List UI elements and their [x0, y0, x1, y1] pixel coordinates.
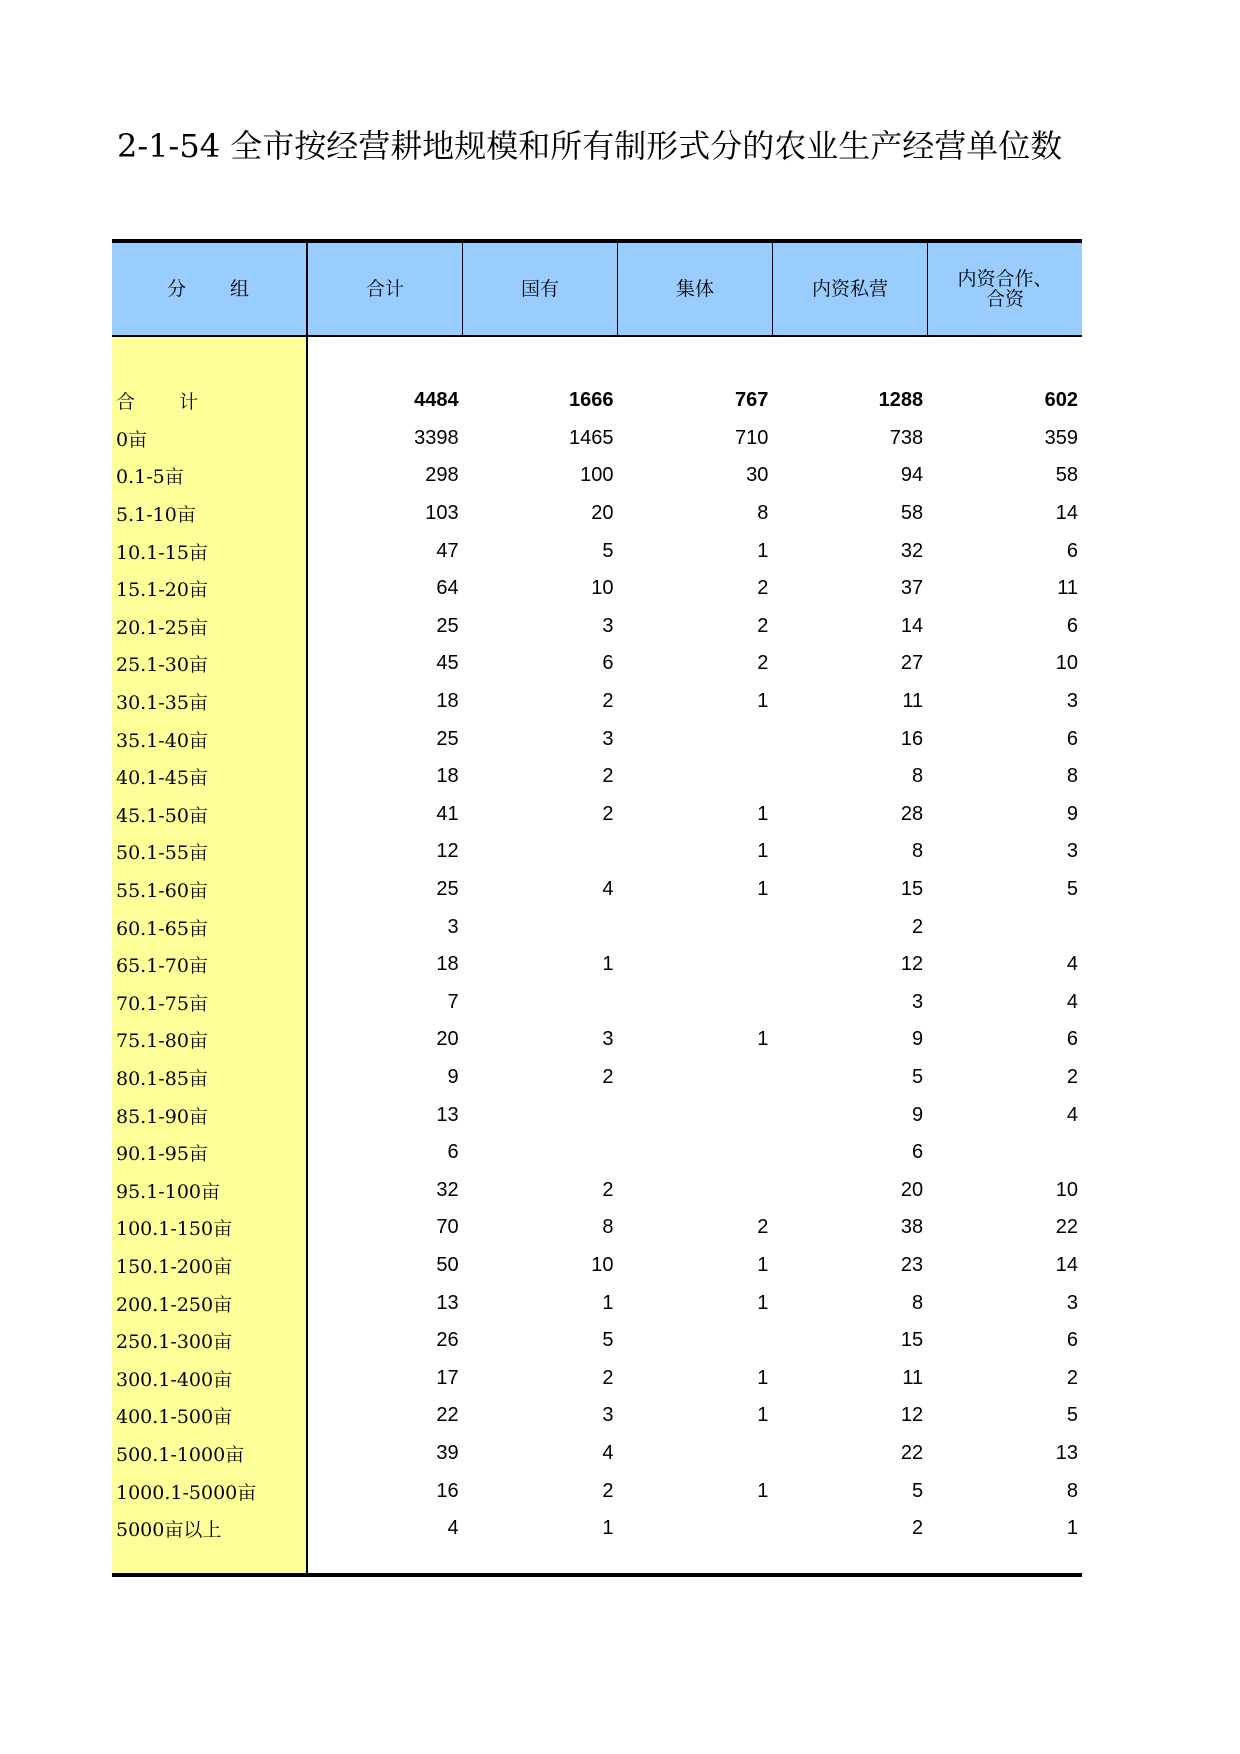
table-row	[112, 645, 1082, 683]
cell-coop: 10	[1055, 652, 1079, 675]
table-row	[112, 1021, 1082, 1059]
table-header	[112, 239, 1082, 337]
cell-total: 25	[436, 727, 459, 750]
row-label: 85.1-90亩	[116, 1105, 208, 1128]
cell-total: 18	[436, 690, 459, 713]
row-label: 50.1-55亩	[116, 842, 208, 865]
cell-coop: 4	[1066, 1103, 1079, 1126]
row-label: 15.1-20亩	[116, 579, 208, 602]
row-label: 200.1-250亩	[116, 1293, 233, 1316]
cell-collective: 710	[734, 426, 769, 449]
cell-private: 94	[900, 464, 924, 487]
cell-state: 10	[591, 577, 614, 600]
table-row	[112, 1247, 1082, 1285]
cell-coop: 359	[1044, 426, 1079, 449]
cell-total: 7	[447, 990, 459, 1013]
row-label: 300.1-400亩	[116, 1368, 233, 1391]
cell-private: 6	[912, 1141, 924, 1164]
cell-state: 4	[602, 878, 614, 901]
row-label: 55.1-60亩	[116, 880, 208, 903]
table-row	[112, 1472, 1082, 1510]
cell-private: 8	[912, 1291, 924, 1314]
cell-coop: 6	[1066, 1329, 1079, 1352]
cell-private: 28	[900, 802, 924, 825]
header-group: 分 组	[112, 243, 308, 335]
row-label: 60.1-65亩	[116, 917, 208, 940]
cell-collective: 1	[757, 1028, 769, 1051]
total-row	[112, 382, 1082, 420]
cell-collective: 767	[734, 389, 769, 412]
row-label: 400.1-500亩	[116, 1406, 233, 1429]
row-label: 70.1-75亩	[116, 992, 208, 1015]
cell-coop: 5	[1066, 878, 1079, 901]
cell-coop: 5	[1066, 1404, 1079, 1427]
row-label: 0.1-5亩	[116, 466, 184, 489]
cell-coop: 58	[1055, 464, 1079, 487]
table-row	[112, 532, 1082, 570]
cell-state: 2	[602, 1366, 614, 1389]
cell-state: 3	[602, 1404, 614, 1427]
header-state: 国有	[463, 243, 618, 335]
cell-private: 32	[900, 539, 924, 562]
cell-private: 1288	[878, 389, 924, 412]
data-table	[112, 239, 1082, 1577]
cell-private: 11	[902, 1366, 924, 1389]
cell-state: 2	[602, 802, 614, 825]
cell-total: 18	[436, 765, 459, 788]
cell-coop: 1	[1066, 1517, 1079, 1540]
cell-private: 738	[889, 426, 924, 449]
row-label: 5.1-10亩	[116, 504, 196, 527]
cell-private: 20	[900, 1178, 924, 1201]
cell-state: 20	[591, 502, 614, 525]
cell-coop: 8	[1066, 765, 1079, 788]
table-row	[112, 984, 1082, 1022]
cell-state: 1666	[568, 389, 614, 412]
table-body	[112, 337, 1082, 1577]
cell-coop: 6	[1066, 539, 1079, 562]
row-label: 150.1-200亩	[116, 1255, 233, 1278]
table-row	[112, 833, 1082, 871]
cell-total: 41	[436, 802, 459, 825]
cell-coop: 10	[1055, 1178, 1079, 1201]
cell-collective: 2	[757, 1216, 769, 1239]
cell-coop: 2	[1066, 1366, 1079, 1389]
header-total: 合计	[308, 243, 463, 335]
header-coop-label: 内资合作、 合资	[957, 268, 1053, 310]
cell-state: 5	[602, 1329, 614, 1352]
cell-collective: 1	[757, 878, 769, 901]
cell-collective: 2	[757, 577, 769, 600]
table-row	[112, 758, 1082, 796]
cell-total: 32	[436, 1178, 459, 1201]
cell-private: 37	[900, 577, 924, 600]
cell-total: 103	[425, 502, 459, 525]
cell-total: 6	[447, 1141, 459, 1164]
row-label: 20.1-25亩	[116, 616, 208, 639]
cell-coop: 4	[1066, 990, 1079, 1013]
cell-coop: 6	[1066, 1028, 1079, 1051]
cell-state: 5	[602, 539, 614, 562]
cell-total: 3398	[414, 426, 459, 449]
table-row	[112, 1059, 1082, 1097]
table-row	[112, 1435, 1082, 1473]
cell-state: 2	[602, 765, 614, 788]
cell-coop: 4	[1066, 953, 1079, 976]
cell-total: 298	[425, 464, 459, 487]
table-row	[112, 1134, 1082, 1172]
cell-coop: 602	[1044, 389, 1079, 412]
cell-private: 16	[900, 727, 924, 750]
cell-private: 2	[912, 915, 924, 938]
row-label: 合 计	[116, 391, 201, 414]
cell-private: 15	[900, 878, 924, 901]
cell-state: 8	[602, 1216, 614, 1239]
cell-collective: 1	[757, 840, 769, 863]
cell-coop: 3	[1066, 840, 1079, 863]
cell-coop: 9	[1066, 802, 1079, 825]
row-label: 100.1-150亩	[116, 1218, 233, 1241]
cell-total: 39	[436, 1441, 459, 1464]
cell-total: 47	[436, 539, 459, 562]
table-row	[112, 1284, 1082, 1322]
row-label: 30.1-35亩	[116, 692, 208, 715]
cell-total: 4484	[414, 389, 459, 412]
cell-total: 50	[436, 1253, 459, 1276]
cell-state: 2	[602, 690, 614, 713]
table-row	[112, 908, 1082, 946]
cell-total: 9	[447, 1065, 459, 1088]
cell-private: 3	[912, 990, 924, 1013]
cell-private: 14	[900, 614, 924, 637]
cell-total: 4	[447, 1517, 459, 1540]
table-row	[112, 1171, 1082, 1209]
row-label: 65.1-70亩	[116, 955, 208, 978]
cell-coop: 6	[1066, 727, 1079, 750]
cell-state: 1	[602, 1291, 614, 1314]
cell-state: 2	[602, 1479, 614, 1502]
cell-private: 11	[902, 690, 924, 713]
table-row	[112, 683, 1082, 721]
row-label: 500.1-1000亩	[116, 1443, 245, 1466]
cell-coop: 2	[1066, 1065, 1079, 1088]
cell-collective: 30	[746, 464, 769, 487]
cell-total: 16	[436, 1479, 459, 1502]
row-label: 95.1-100亩	[116, 1180, 220, 1203]
cell-coop: 22	[1055, 1216, 1079, 1239]
cell-coop: 11	[1057, 577, 1079, 600]
cell-private: 9	[912, 1103, 924, 1126]
cell-state: 2	[602, 1065, 614, 1088]
cell-coop: 6	[1066, 614, 1079, 637]
cell-collective: 1	[757, 802, 769, 825]
cell-collective: 2	[757, 614, 769, 637]
cell-private: 23	[900, 1253, 924, 1276]
cell-collective: 1	[757, 1291, 769, 1314]
cell-private: 15	[900, 1329, 924, 1352]
row-label: 90.1-95亩	[116, 1143, 208, 1166]
cell-total: 3	[447, 915, 459, 938]
table-row	[112, 871, 1082, 909]
cell-state: 4	[602, 1441, 614, 1464]
cell-total: 70	[436, 1216, 459, 1239]
table-row	[112, 495, 1082, 533]
table-rows	[112, 382, 1082, 1547]
row-label: 5000亩以上	[116, 1519, 222, 1542]
table-row	[112, 457, 1082, 495]
cell-private: 12	[900, 953, 924, 976]
cell-private: 12	[900, 1404, 924, 1427]
cell-private: 9	[912, 1028, 924, 1051]
cell-coop: 14	[1055, 1253, 1079, 1276]
cell-collective: 2	[757, 652, 769, 675]
cell-total: 25	[436, 878, 459, 901]
cell-state: 3	[602, 614, 614, 637]
cell-collective: 1	[757, 539, 769, 562]
cell-state: 3	[602, 1028, 614, 1051]
table-row	[112, 1096, 1082, 1134]
cell-coop: 3	[1066, 690, 1079, 713]
cell-state: 6	[602, 652, 614, 675]
cell-total: 45	[436, 652, 459, 675]
cell-private: 5	[912, 1479, 924, 1502]
cell-private: 5	[912, 1065, 924, 1088]
cell-state: 1	[602, 1517, 614, 1540]
table-row	[112, 946, 1082, 984]
header-collective: 集体	[618, 243, 773, 335]
cell-collective: 1	[757, 1366, 769, 1389]
table-row	[112, 420, 1082, 458]
cell-collective: 8	[757, 502, 769, 525]
cell-total: 17	[436, 1366, 459, 1389]
table-row	[112, 1359, 1082, 1397]
cell-total: 18	[436, 953, 459, 976]
cell-collective: 1	[757, 1479, 769, 1502]
cell-state: 1465	[568, 426, 614, 449]
page-title: 2-1-54 全市按经营耕地规模和所有制形式分的农业生产经营单位数	[117, 127, 1063, 165]
cell-coop: 13	[1055, 1441, 1079, 1464]
header-coop	[928, 243, 1082, 335]
cell-collective: 1	[757, 690, 769, 713]
cell-private: 2	[912, 1517, 924, 1540]
cell-coop: 14	[1055, 502, 1079, 525]
table-row	[112, 1322, 1082, 1360]
table-row	[112, 570, 1082, 608]
cell-state: 1	[602, 953, 614, 976]
cell-total: 22	[436, 1404, 459, 1427]
cell-coop: 3	[1066, 1291, 1079, 1314]
row-label: 0亩	[116, 428, 148, 451]
cell-private: 38	[900, 1216, 924, 1239]
cell-total: 13	[436, 1291, 459, 1314]
cell-private: 27	[900, 652, 924, 675]
table-row	[112, 796, 1082, 834]
cell-total: 12	[436, 840, 459, 863]
row-label: 25.1-30亩	[116, 654, 208, 677]
row-label: 80.1-85亩	[116, 1067, 208, 1090]
row-label: 1000.1-5000亩	[116, 1481, 257, 1504]
cell-private: 22	[900, 1441, 924, 1464]
cell-state: 10	[591, 1253, 614, 1276]
cell-coop: 8	[1066, 1479, 1079, 1502]
cell-state: 100	[580, 464, 614, 487]
cell-private: 58	[900, 502, 924, 525]
cell-state: 2	[602, 1178, 614, 1201]
header-private: 内资私营	[773, 243, 928, 335]
row-label: 10.1-15亩	[116, 541, 208, 564]
row-label: 35.1-40亩	[116, 729, 208, 752]
row-label: 40.1-45亩	[116, 767, 208, 790]
cell-collective: 1	[757, 1404, 769, 1427]
cell-total: 26	[436, 1329, 459, 1352]
row-label: 75.1-80亩	[116, 1030, 208, 1053]
cell-total: 13	[436, 1103, 459, 1126]
table-row	[112, 1209, 1082, 1247]
cell-total: 20	[436, 1028, 459, 1051]
cell-total: 25	[436, 614, 459, 637]
cell-private: 8	[912, 765, 924, 788]
table-row	[112, 608, 1082, 646]
row-label: 250.1-300亩	[116, 1331, 233, 1354]
table-row	[112, 1397, 1082, 1435]
table-row	[112, 1510, 1082, 1548]
cell-state: 3	[602, 727, 614, 750]
cell-private: 8	[912, 840, 924, 863]
cell-collective: 1	[757, 1253, 769, 1276]
cell-total: 64	[436, 577, 459, 600]
table-row	[112, 720, 1082, 758]
row-label: 45.1-50亩	[116, 804, 208, 827]
